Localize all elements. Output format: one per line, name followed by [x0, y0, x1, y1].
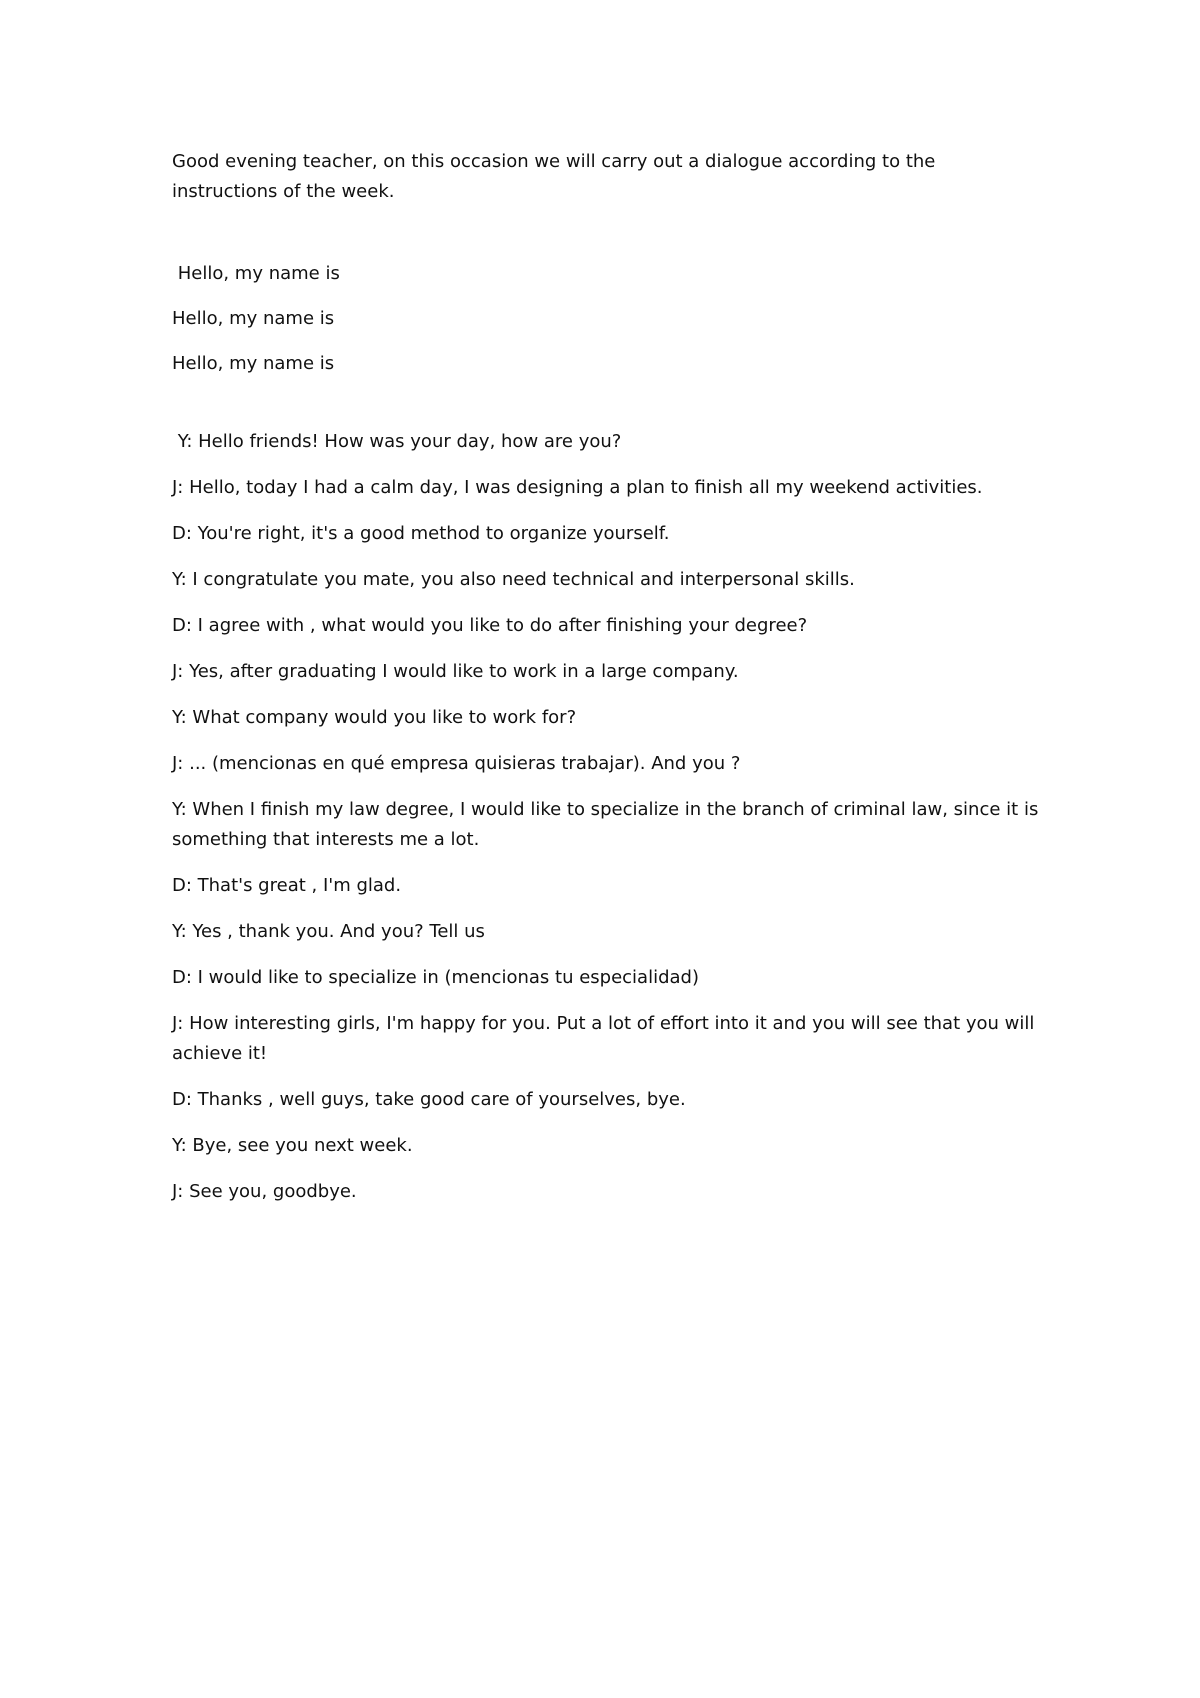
greeting-line: Hello, my name is [172, 263, 340, 284]
dialogue-line: Y: Bye, see you next week. [172, 1135, 413, 1156]
dialogue-line: Y: Hello friends! How was your day, how are you? [172, 431, 622, 452]
dialogue-line: Y: What company would you like to work for? [172, 707, 577, 728]
dialogue-line: D: That's great , I'm glad. [172, 875, 402, 896]
dialogue-line: J: ... (mencionas en qué empresa quisieras trabajar). And you ? [172, 753, 741, 774]
dialogue-line: J: How interesting girls, I'm happy for you. Put a lot of effort into it and you will see that you will achieve it! [172, 1013, 1041, 1064]
dialogue-block [172, 427, 1052, 1207]
greetings-block [172, 259, 1052, 379]
dialogue-line: J: See you, goodbye. [172, 1181, 357, 1202]
dialogue-line: Y: Yes , thank you. And you? Tell us [172, 921, 485, 942]
document-body [172, 147, 1052, 1223]
dialogue-line: J: Yes, after graduating I would like to work in a large company. [172, 661, 739, 682]
intro-paragraph: Good evening teacher, on this occasion we will carry out a dialogue according to the instructions of the week. [172, 151, 936, 202]
dialogue-line: D: Thanks , well guys, take good care of yourselves, bye. [172, 1089, 686, 1110]
greeting-line: Hello, my name is [172, 353, 335, 374]
dialogue-line: D: I would like to specialize in (mencionas tu especialidad) [172, 967, 699, 988]
dialogue-line: J: Hello, today I had a calm day, I was designing a plan to finish all my weekend activities. [172, 477, 983, 498]
dialogue-line: Y: When I finish my law degree, I would like to specialize in the branch of criminal law, since it is something that interests me a lot. [172, 799, 1045, 850]
greeting-line: Hello, my name is [172, 308, 335, 329]
dialogue-line: Y: I congratulate you mate, you also need technical and interpersonal skills. [172, 569, 855, 590]
dialogue-line: D: You're right, it's a good method to organize yourself. [172, 523, 670, 544]
dialogue-line: D: I agree with , what would you like to do after finishing your degree? [172, 615, 808, 636]
